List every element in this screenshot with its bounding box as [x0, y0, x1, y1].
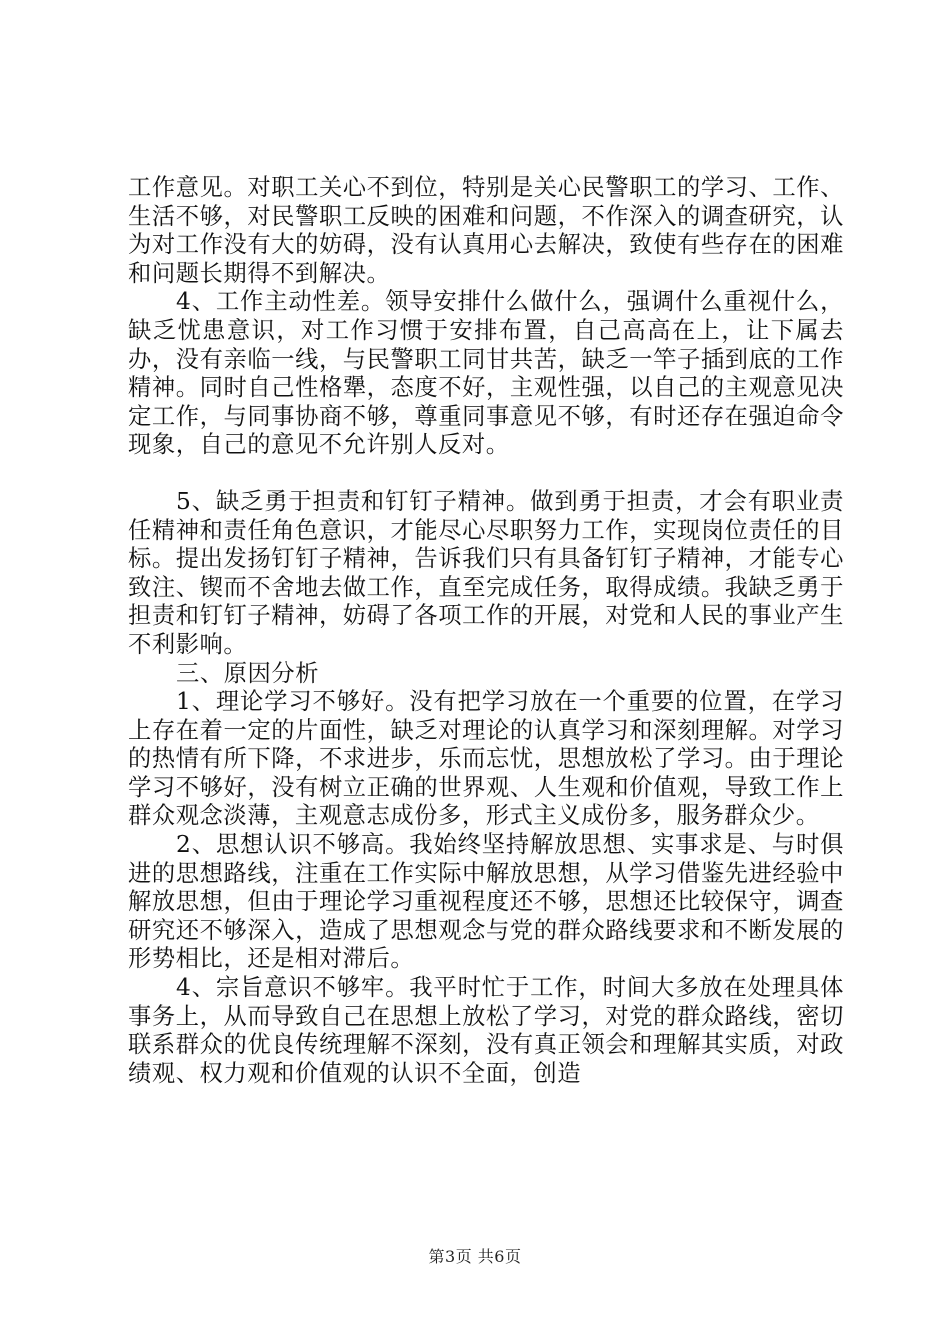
paragraph-thinking: 2、思想认识不够高。我始终坚持解放思想、实事求是、与时俱进的思想路线，注重在工作实际中解放思想，从学习借鉴先进经验中解放思想，但由于理论学习重视程度还不够，思想还比较保守，调查研究还不够深入，造成了思想观念与党的群众路线要求和不断发展的形势相比，还是相对滞后。 — [128, 831, 844, 973]
paragraph-theory-study: 1、理论学习不够好。没有把学习放在一个重要的位置，在学习上存在着一定的片面性，缺乏对理论的认真学习和深刻理解。对学习的热情有所下降，不求进步，乐而忘忧，思想放松了学习。由于理论学习不够好，没有树立正确的世界观、人生观和价值观，导致工作上群众观念淡薄，主观意志成份多，形式主义成份多，服务群众少。 — [128, 688, 844, 830]
paragraph-purpose: 4、宗旨意识不够牢。我平时忙于工作，时间大多放在处理具体事务上，从而导致自己在思想上放松了学习，对党的群众路线，密切联系群众的优良传统理解不深刻，没有真正领会和理解其实质，对政绩观、权力观和价值观的认识不全面，创造 — [128, 974, 844, 1087]
section-heading-cause-analysis: 三、原因分析 — [176, 659, 320, 687]
paragraph-responsibility: 5、缺乏勇于担责和钉钉子精神。做到勇于担责，才会有职业责任精神和责任角色意识，才能尽心尽职努力工作，实现岗位责任的目标。提出发扬钉钉子精神，告诉我们只有具备钉钉子精神，才能专心致注、锲而不舍地去做工作，直至完成任务，取得成绩。我缺乏勇于担责和钉钉子精神，妨碍了各项工作的开展，对党和人民的事业产生不利影响。 — [128, 487, 844, 658]
paragraph-continuation: 工作意见。对职工关心不到位，特别是关心民警职工的学习、工作、生活不够，对民警职工反映的困难和问题，不作深入的调查研究，认为对工作没有大的妨碍，没有认真用心去解决，致使有些存在的困难和问题长期得不到解决。 — [128, 174, 844, 287]
paragraph-work-initiative: 4、工作主动性差。领导安排什么做什么，强调什么重视什么，缺乏忧患意识，对工作习惯于安排布置，自己高高在上，让下属去办，没有亲临一线，与民警职工同甘共苦，缺乏一竿子插到底的工作精神。同时自己性格犟，态度不好，主观性强，以自己的主观意见决定工作，与同事协商不够，尊重同事意见不够，有时还存在强迫命令现象，自己的意见不允许别人反对。 — [128, 288, 844, 459]
page-number-footer: 第3页 共6页 — [428, 1247, 522, 1266]
document-body — [128, 174, 844, 1088]
